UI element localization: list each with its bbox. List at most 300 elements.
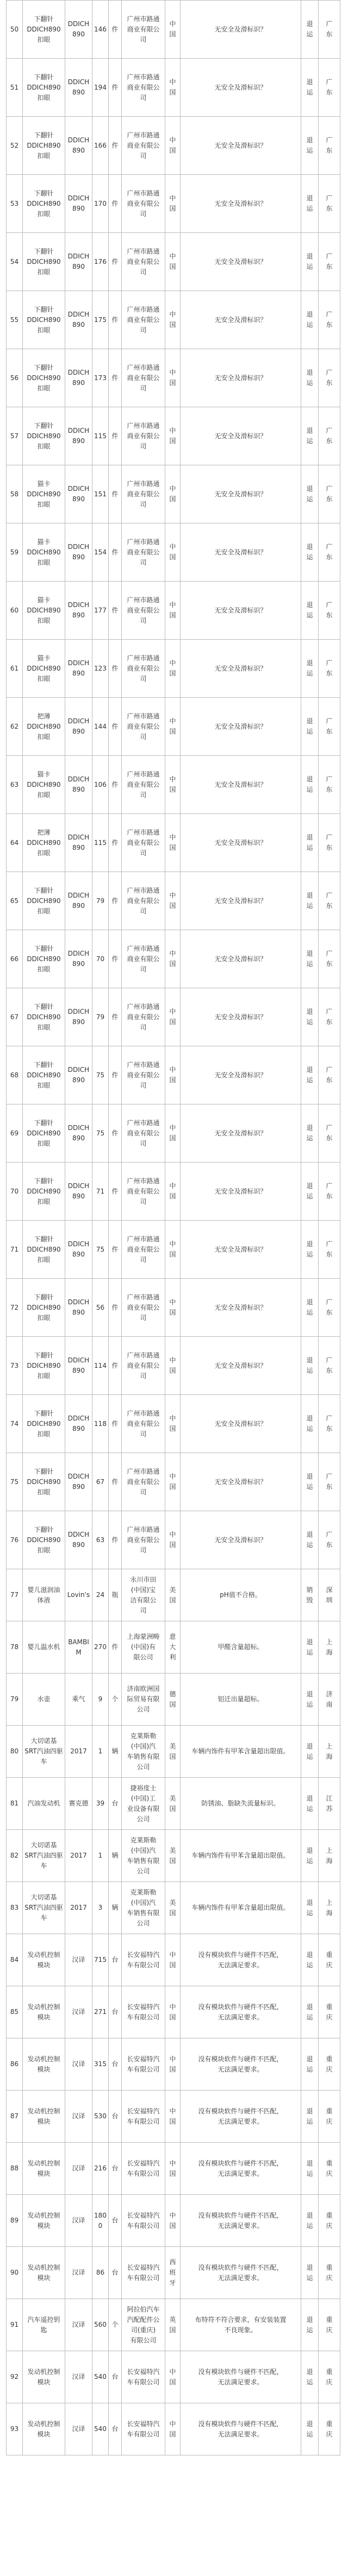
cell-reason: 无安全及滑标识？: [181, 291, 301, 349]
cell-quantity: 106: [92, 756, 109, 814]
cell-model: DDICH890: [65, 1163, 92, 1221]
cell-reason: 无安全及滑标识？: [181, 582, 301, 640]
cell-quantity: 1: [92, 1726, 109, 1778]
cell-product-name: 水壶: [23, 1674, 65, 1726]
cell-measure: 退 运: [301, 872, 319, 930]
cell-quantity: 24: [92, 1569, 109, 1621]
cell-measure: 退 运: [301, 2038, 319, 2091]
cell-index: 59: [7, 523, 23, 582]
table-row: [7, 1934, 340, 1986]
cell-origin: 德 国: [165, 1674, 181, 1726]
cell-origin: 中 国: [165, 2091, 181, 2143]
cell-origin: 中 国: [165, 1337, 181, 1395]
cell-measure: 退 运: [301, 1046, 319, 1104]
cell-model: DDICH890: [65, 1046, 92, 1104]
cell-measure: 退 运: [301, 59, 319, 117]
table-row: [7, 233, 340, 291]
cell-unit: 瓶: [109, 1569, 122, 1621]
cell-origin: 中 国: [165, 1163, 181, 1221]
cell-product-name: 大切诺基 SRT汽油四驱 车: [23, 1882, 65, 1934]
cell-model: 汉译: [65, 2403, 92, 2455]
cell-measure: 退 运: [301, 175, 319, 233]
cell-index: 50: [7, 1, 23, 59]
cell-origin: 英 国: [165, 2299, 181, 2351]
cell-product-name: 下翻针 DDICH890扣眼: [23, 1221, 65, 1279]
table-row: [7, 2091, 340, 2143]
cell-unit: 件: [109, 814, 122, 872]
cell-product-name: 下翻针 DDICH890扣眼: [23, 1511, 65, 1569]
cell-port: 重 庆: [319, 2143, 340, 2195]
cell-reason: 无安全及滑标识？: [181, 930, 301, 988]
cell-importer: 长安福特汽 车有限公司: [122, 2091, 165, 2143]
cell-index: 69: [7, 1104, 23, 1163]
cell-reason: 无安全及滑标识？: [181, 1046, 301, 1104]
cell-port: 广 东: [319, 1279, 340, 1337]
cell-quantity: 216: [92, 2143, 109, 2195]
cell-index: 91: [7, 2299, 23, 2351]
cell-unit: 件: [109, 698, 122, 756]
table-row: [7, 1279, 340, 1337]
cell-port: 广 东: [319, 117, 340, 175]
cell-unit: 台: [109, 1778, 122, 1830]
table-row: [7, 1778, 340, 1830]
cell-quantity: 315: [92, 2038, 109, 2091]
cell-index: 54: [7, 233, 23, 291]
cell-index: 80: [7, 1726, 23, 1778]
cell-unit: 件: [109, 1, 122, 59]
cell-model: DDICH890: [65, 698, 92, 756]
cell-origin: 中 国: [165, 988, 181, 1046]
cell-origin: 中 国: [165, 1986, 181, 2038]
cell-quantity: 123: [92, 640, 109, 698]
cell-importer: 长安福特汽 车有限公司: [122, 2143, 165, 2195]
cell-quantity: 115: [92, 814, 109, 872]
cell-origin: 美 国: [165, 1882, 181, 1934]
cell-model: DDICH890: [65, 175, 92, 233]
cell-origin: 中 国: [165, 175, 181, 233]
cell-measure: 退 运: [301, 2247, 319, 2299]
cell-index: 79: [7, 1674, 23, 1726]
cell-quantity: 1800: [92, 2195, 109, 2247]
cell-measure: 退 运: [301, 117, 319, 175]
cell-port: 广 东: [319, 1, 340, 59]
cell-model: BAMBIM: [65, 1621, 92, 1674]
cell-index: 82: [7, 1830, 23, 1882]
cell-quantity: 39: [92, 1778, 109, 1830]
cell-origin: 中 国: [165, 523, 181, 582]
table-row: [7, 1046, 340, 1104]
cell-model: 汉译: [65, 2351, 92, 2403]
cell-unit: 件: [109, 291, 122, 349]
cell-product-name: 发动机控制 模块: [23, 1986, 65, 2038]
cell-quantity: 173: [92, 349, 109, 407]
cell-index: 61: [7, 640, 23, 698]
cell-product-name: 汽车遥控钥 匙: [23, 2299, 65, 2351]
cell-quantity: 540: [92, 2403, 109, 2455]
cell-importer: 阿拉伯汽车 汽配配件公 司(重庆) 有限公司: [122, 2299, 165, 2351]
table-row: [7, 1511, 340, 1569]
cell-reason: 没有模块软件与硬件不匹配， 无法满足要求。: [181, 1934, 301, 1986]
cell-model: DDICH890: [65, 117, 92, 175]
cell-port: 深 圳: [319, 1569, 340, 1621]
cell-port: 济 南: [319, 1674, 340, 1726]
cell-quantity: 75: [92, 1104, 109, 1163]
cell-product-name: 下翻针 DDICH890扣眼: [23, 1, 65, 59]
cell-origin: 中 国: [165, 2038, 181, 2091]
cell-quantity: 63: [92, 1511, 109, 1569]
cell-port: 广 东: [319, 1104, 340, 1163]
table-row: [7, 1, 340, 59]
cell-unit: 件: [109, 523, 122, 582]
cell-reason: 铝迁出量超标。: [181, 1674, 301, 1726]
table-row: [7, 291, 340, 349]
table-row: [7, 1163, 340, 1221]
cell-index: 83: [7, 1882, 23, 1934]
table-row: [7, 407, 340, 465]
cell-measure: 退 运: [301, 582, 319, 640]
cell-reason: 无安全及滑标识？: [181, 1221, 301, 1279]
cell-reason: 没有模块软件与硬件不匹配， 无法满足要求。: [181, 2195, 301, 2247]
cell-importer: 广州市路通 商业有限公 司: [122, 1221, 165, 1279]
table-row: [7, 1337, 340, 1395]
cell-model: 赛克德: [65, 1778, 92, 1830]
cell-port: 广 东: [319, 698, 340, 756]
cell-importer: 广州市路通 商业有限公 司: [122, 523, 165, 582]
cell-measure: 退 运: [301, 1337, 319, 1395]
cell-model: 乘气: [65, 1674, 92, 1726]
cell-product-name: 发动机控制 模块: [23, 2038, 65, 2091]
cell-product-name: 下翻针 DDICH890扣眼: [23, 1279, 65, 1337]
cell-origin: 美 国: [165, 1778, 181, 1830]
cell-model: 汉译: [65, 2038, 92, 2091]
cell-product-name: 猫卡 DDICH890扣眼: [23, 465, 65, 523]
cell-model: DDICH890: [65, 930, 92, 988]
table-row: [7, 1726, 340, 1778]
cell-index: 71: [7, 1221, 23, 1279]
cell-product-name: 发动机控制 模块: [23, 2143, 65, 2195]
cell-origin: 中 国: [165, 233, 181, 291]
cell-port: 广 东: [319, 1511, 340, 1569]
cell-unit: 件: [109, 582, 122, 640]
cell-reason: 无安全及滑标识？: [181, 1511, 301, 1569]
cell-measure: 退 运: [301, 1621, 319, 1674]
cell-quantity: 67: [92, 1453, 109, 1511]
cell-importer: 克莱斯勒 (中国)汽 车销售有限 公司: [122, 1726, 165, 1778]
cell-quantity: 271: [92, 1986, 109, 2038]
cell-port: 广 东: [319, 1221, 340, 1279]
cell-product-name: 下翻针 DDICH890扣眼: [23, 1395, 65, 1453]
cell-measure: 退 运: [301, 1511, 319, 1569]
cell-model: 汉译: [65, 1986, 92, 2038]
cell-reason: 没有模块软件与硬件不匹配， 无法满足要求。: [181, 1986, 301, 2038]
cell-model: 汉译: [65, 2143, 92, 2195]
cell-product-name: 把薄 DDICH890扣眼: [23, 698, 65, 756]
cell-importer: 捷裕度士 (中国)工 业设备有限 公司: [122, 1778, 165, 1830]
cell-reason: 无安全及滑标识？: [181, 59, 301, 117]
cell-product-name: 下翻针 DDICH890扣眼: [23, 1337, 65, 1395]
cell-quantity: 146: [92, 1, 109, 59]
cell-origin: 中 国: [165, 2351, 181, 2403]
cell-product-name: 下翻针 DDICH890扣眼: [23, 175, 65, 233]
cell-importer: 上海蒙洲畴 (中国)有 限公司: [122, 1621, 165, 1674]
cell-origin: 意 大 利: [165, 1621, 181, 1674]
cell-measure: 退 运: [301, 349, 319, 407]
cell-measure: 退 运: [301, 523, 319, 582]
cell-origin: 中 国: [165, 1221, 181, 1279]
cell-quantity: 530: [92, 2091, 109, 2143]
table-body: [7, 1, 340, 2455]
cell-origin: 中 国: [165, 2143, 181, 2195]
cell-product-name: 汽油发动机: [23, 1778, 65, 1830]
cell-index: 76: [7, 1511, 23, 1569]
cell-importer: 广州市路通 商业有限公 司: [122, 465, 165, 523]
cell-index: 51: [7, 59, 23, 117]
cell-unit: 台: [109, 2091, 122, 2143]
cell-unit: 台: [109, 1934, 122, 1986]
cell-importer: 长安福特汽 车有限公司: [122, 2038, 165, 2091]
table-row: [7, 2247, 340, 2299]
cell-port: 广 东: [319, 291, 340, 349]
cell-importer: 广州市路通 商业有限公 司: [122, 872, 165, 930]
cell-origin: 中 国: [165, 582, 181, 640]
cell-model: DDICH890: [65, 1221, 92, 1279]
cell-index: 78: [7, 1621, 23, 1674]
cell-reason: 布特符不符合要求，有安装装置 不良现象。: [181, 2299, 301, 2351]
cell-index: 86: [7, 2038, 23, 2091]
table-row: [7, 930, 340, 988]
cell-unit: 件: [109, 640, 122, 698]
cell-origin: 中 国: [165, 1104, 181, 1163]
cell-origin: 中 国: [165, 117, 181, 175]
table-row: [7, 523, 340, 582]
cell-origin: 西 班 牙: [165, 2247, 181, 2299]
cell-quantity: 715: [92, 1934, 109, 1986]
cell-model: DDICH890: [65, 233, 92, 291]
cell-measure: 退 运: [301, 930, 319, 988]
cell-product-name: 下翻针 DDICH890扣眼: [23, 930, 65, 988]
table-row: [7, 2403, 340, 2455]
cell-reason: pH值不合格。: [181, 1569, 301, 1621]
cell-port: 重 庆: [319, 2247, 340, 2299]
cell-unit: 件: [109, 1337, 122, 1395]
cell-origin: 中 国: [165, 1395, 181, 1453]
cell-model: DDICH890: [65, 872, 92, 930]
cell-index: 89: [7, 2195, 23, 2247]
cell-importer: 长安福特汽 车有限公司: [122, 2403, 165, 2455]
cell-reason: 没有模块软件与硬件不匹配， 无法满足要求。: [181, 2351, 301, 2403]
cell-importer: 广州市路通 商业有限公 司: [122, 1395, 165, 1453]
cell-origin: 中 国: [165, 1046, 181, 1104]
cell-quantity: 270: [92, 1621, 109, 1674]
cell-quantity: 9: [92, 1674, 109, 1726]
cell-port: 上 海: [319, 1726, 340, 1778]
cell-index: 72: [7, 1279, 23, 1337]
cell-unit: 件: [109, 1104, 122, 1163]
cell-quantity: 170: [92, 175, 109, 233]
cell-measure: 退 运: [301, 233, 319, 291]
cell-port: 广 东: [319, 988, 340, 1046]
cell-importer: 广州市路通 商业有限公 司: [122, 349, 165, 407]
cell-product-name: 猫卡 DDICH890扣眼: [23, 523, 65, 582]
cell-reason: 无安全及滑标识？: [181, 872, 301, 930]
cell-importer: 广州市路通 商业有限公 司: [122, 1453, 165, 1511]
cell-reason: 无安全及滑标识？: [181, 698, 301, 756]
cell-model: DDICH890: [65, 756, 92, 814]
cell-reason: 无安全及滑标识？: [181, 349, 301, 407]
cell-importer: 广州市路通 商业有限公 司: [122, 1, 165, 59]
table-row: [7, 1221, 340, 1279]
cell-model: DDICH890: [65, 523, 92, 582]
cell-reason: 无安全及滑标识？: [181, 1279, 301, 1337]
cell-reason: 无安全及滑标识？: [181, 640, 301, 698]
cell-quantity: 177: [92, 582, 109, 640]
cell-importer: 广州市路通 商业有限公 司: [122, 59, 165, 117]
cell-importer: 广州市路通 商业有限公 司: [122, 988, 165, 1046]
cell-unit: 件: [109, 1163, 122, 1221]
cell-quantity: 166: [92, 117, 109, 175]
cell-model: DDICH890: [65, 1, 92, 59]
cell-measure: 退 运: [301, 814, 319, 872]
cell-importer: 广州市路通 商业有限公 司: [122, 1511, 165, 1569]
table-row: [7, 1569, 340, 1621]
cell-importer: 长安福特汽 车有限公司: [122, 1986, 165, 2038]
cell-model: 汉译: [65, 2091, 92, 2143]
cell-model: Lovin's: [65, 1569, 92, 1621]
cell-index: 73: [7, 1337, 23, 1395]
cell-product-name: 下翻针 DDICH890扣眼: [23, 59, 65, 117]
table-row: [7, 465, 340, 523]
cell-model: DDICH890: [65, 465, 92, 523]
cell-origin: 中 国: [165, 814, 181, 872]
cell-model: 2017: [65, 1830, 92, 1882]
cell-product-name: 猫卡 DDICH890扣眼: [23, 582, 65, 640]
cell-importer: 济南欧洲国 际贸易有限 公司: [122, 1674, 165, 1726]
cell-index: 67: [7, 988, 23, 1046]
cell-product-name: 下翻针 DDICH890扣眼: [23, 233, 65, 291]
cell-unit: 件: [109, 756, 122, 814]
cell-measure: 退 运: [301, 1104, 319, 1163]
cell-origin: 中 国: [165, 1, 181, 59]
cell-product-name: 下翻针 DDICH890扣眼: [23, 349, 65, 407]
cell-unit: 台: [109, 2038, 122, 2091]
cell-model: DDICH890: [65, 1104, 92, 1163]
cell-quantity: 75: [92, 1221, 109, 1279]
cell-quantity: 79: [92, 872, 109, 930]
cell-importer: 广州市路通 商业有限公 司: [122, 1337, 165, 1395]
cell-reason: 无安全及滑标识？: [181, 117, 301, 175]
cell-product-name: 猫卡 DDICH890扣眼: [23, 756, 65, 814]
cell-origin: 中 国: [165, 2195, 181, 2247]
cell-index: 74: [7, 1395, 23, 1453]
cell-product-name: 大切诺基 SRT汽油四驱 车: [23, 1726, 65, 1778]
cell-product-name: 猫卡 DDICH890扣眼: [23, 640, 65, 698]
cell-product-name: 发动机控制 模块: [23, 2351, 65, 2403]
cell-model: 汉译: [65, 2195, 92, 2247]
cell-index: 66: [7, 930, 23, 988]
cell-origin: 美 国: [165, 1726, 181, 1778]
cell-measure: 销 毁: [301, 1569, 319, 1621]
cell-measure: 退 运: [301, 2091, 319, 2143]
cell-reason: 车辆内饰件有甲苯含量超出限值。: [181, 1726, 301, 1778]
cell-measure: 退 运: [301, 640, 319, 698]
cell-quantity: 560: [92, 2299, 109, 2351]
cell-reason: 无安全及滑标识？: [181, 523, 301, 582]
cell-origin: 中 国: [165, 465, 181, 523]
cell-importer: 广州市路通 商业有限公 司: [122, 640, 165, 698]
cell-product-name: 发动机控制 模块: [23, 1934, 65, 1986]
cell-port: 广 东: [319, 1453, 340, 1511]
table-row: [7, 349, 340, 407]
cell-origin: 中 国: [165, 59, 181, 117]
cell-index: 55: [7, 291, 23, 349]
cell-unit: 件: [109, 407, 122, 465]
cell-origin: 中 国: [165, 756, 181, 814]
cell-product-name: 发动机控制 模块: [23, 2247, 65, 2299]
cell-port: 重 庆: [319, 2403, 340, 2455]
cell-reason: 没有模块软件与硬件不匹配， 无法满足要求。: [181, 2091, 301, 2143]
cell-importer: 广州市路通 商业有限公 司: [122, 291, 165, 349]
cell-index: 84: [7, 1934, 23, 1986]
cell-measure: 退 运: [301, 1882, 319, 1934]
cell-index: 88: [7, 2143, 23, 2195]
cell-quantity: 1: [92, 1830, 109, 1882]
cell-unit: 个: [109, 2299, 122, 2351]
cell-port: 广 东: [319, 407, 340, 465]
cell-quantity: 194: [92, 59, 109, 117]
cell-unit: 辆: [109, 1830, 122, 1882]
cell-unit: 件: [109, 988, 122, 1046]
cell-model: DDICH890: [65, 349, 92, 407]
cell-index: 81: [7, 1778, 23, 1830]
cell-port: 广 东: [319, 175, 340, 233]
cell-index: 62: [7, 698, 23, 756]
cell-unit: 件: [109, 1621, 122, 1674]
cell-index: 56: [7, 349, 23, 407]
cell-unit: 件: [109, 349, 122, 407]
table-row: [7, 582, 340, 640]
cell-model: DDICH890: [65, 1395, 92, 1453]
cell-model: DDICH890: [65, 291, 92, 349]
table-row: [7, 814, 340, 872]
cell-origin: 中 国: [165, 698, 181, 756]
cell-port: 广 东: [319, 233, 340, 291]
table-row: [7, 1830, 340, 1882]
cell-unit: 件: [109, 59, 122, 117]
cell-reason: 无安全及滑标识？: [181, 407, 301, 465]
cell-unit: 件: [109, 1221, 122, 1279]
cell-unit: 台: [109, 2247, 122, 2299]
cell-reason: 无安全及滑标识？: [181, 1163, 301, 1221]
cell-unit: 台: [109, 2195, 122, 2247]
table-row: [7, 698, 340, 756]
cell-quantity: 151: [92, 465, 109, 523]
cell-unit: 件: [109, 1046, 122, 1104]
table-row: [7, 2143, 340, 2195]
cell-reason: 无安全及滑标识？: [181, 988, 301, 1046]
cell-product-name: 把薄 DDICH890扣眼: [23, 814, 65, 872]
cell-port: 重 庆: [319, 1986, 340, 2038]
cell-port: 广 东: [319, 640, 340, 698]
cell-quantity: 71: [92, 1163, 109, 1221]
recall-table: [6, 0, 340, 2455]
cell-measure: 退 运: [301, 1934, 319, 1986]
table-row: [7, 2195, 340, 2247]
cell-product-name: 下翻针 DDICH890扣眼: [23, 117, 65, 175]
cell-product-name: 发动机控制 模块: [23, 2403, 65, 2455]
cell-importer: 广州市路通 商业有限公 司: [122, 1046, 165, 1104]
cell-unit: 件: [109, 1395, 122, 1453]
cell-model: DDICH890: [65, 640, 92, 698]
